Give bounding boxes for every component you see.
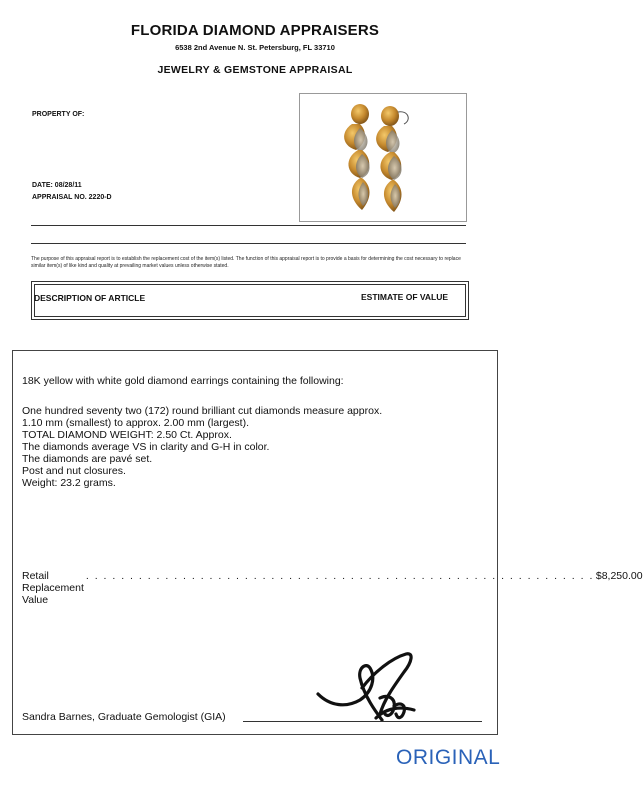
- retail-value-leader: . . . . . . . . . . . . . . . . . . . . . . . . . . . . . . . . . . . . . . . . . . . . . . . . . . . . . . . . . .: [85, 570, 594, 582]
- earring-post-icon: [398, 112, 408, 124]
- original-stamp: ORIGINAL: [396, 746, 501, 769]
- retail-value-row: [22, 570, 643, 606]
- article-line: The diamonds are pavé set.: [22, 453, 153, 465]
- article-line: Weight: 23.2 grams.: [22, 477, 116, 489]
- document-title: JEWELRY & GEMSTONE APPRAISAL: [157, 64, 353, 76]
- signature: [310, 648, 430, 726]
- signature-line: [243, 721, 482, 722]
- company-address: 6538 2nd Avenue N. St. Petersburg, FL 33710: [175, 43, 335, 52]
- gemologist-name: Sandra Barnes, Graduate Gemologist (GIA): [22, 711, 226, 723]
- item-photo: [299, 93, 467, 222]
- company-name: FLORIDA DIAMOND APPRAISERS: [130, 22, 380, 39]
- appraisal-number: APPRAISAL NO. 2220-D: [32, 194, 112, 201]
- right-earring: [376, 106, 401, 212]
- article-heading: 18K yellow with white gold diamond earrings containing the following:: [22, 375, 344, 387]
- article-line: One hundred seventy two (172) round brilliant cut diamonds measure approx.: [22, 405, 383, 417]
- property-of-label: PROPERTY OF:: [32, 111, 85, 118]
- divider-line: [31, 243, 466, 244]
- description-column-label: DESCRIPTION OF ARTICLE: [34, 293, 146, 303]
- article-line: The diamonds average VS in clarity and G-H in color.: [22, 441, 270, 453]
- article-line: 1.10 mm (smallest) to approx. 2.00 mm (largest).: [22, 417, 249, 429]
- date-label: DATE: 08/28/11: [32, 182, 82, 189]
- divider-line: [31, 225, 466, 226]
- earrings-image: [300, 94, 466, 221]
- left-earring: [344, 104, 369, 210]
- retail-value-amount: $8,250.00: [595, 570, 643, 582]
- article-line: TOTAL DIAMOND WEIGHT: 2.50 Ct. Approx.: [22, 429, 232, 441]
- estimate-column-label: ESTIMATE OF VALUE: [361, 292, 449, 302]
- retail-value-label: Retail Replacement Value: [22, 570, 84, 606]
- purpose-statement: The purpose of this appraisal report is to establish the replacement cost of the item(s) listed. The function of this appraisal report is to provide a basis for determining the cost necessary to replace similar item(s) of like kind and quality at prevailing market values unless otherwise stated.: [31, 256, 461, 269]
- article-line: Post and nut closures.: [22, 465, 126, 477]
- article-details: [22, 405, 382, 489]
